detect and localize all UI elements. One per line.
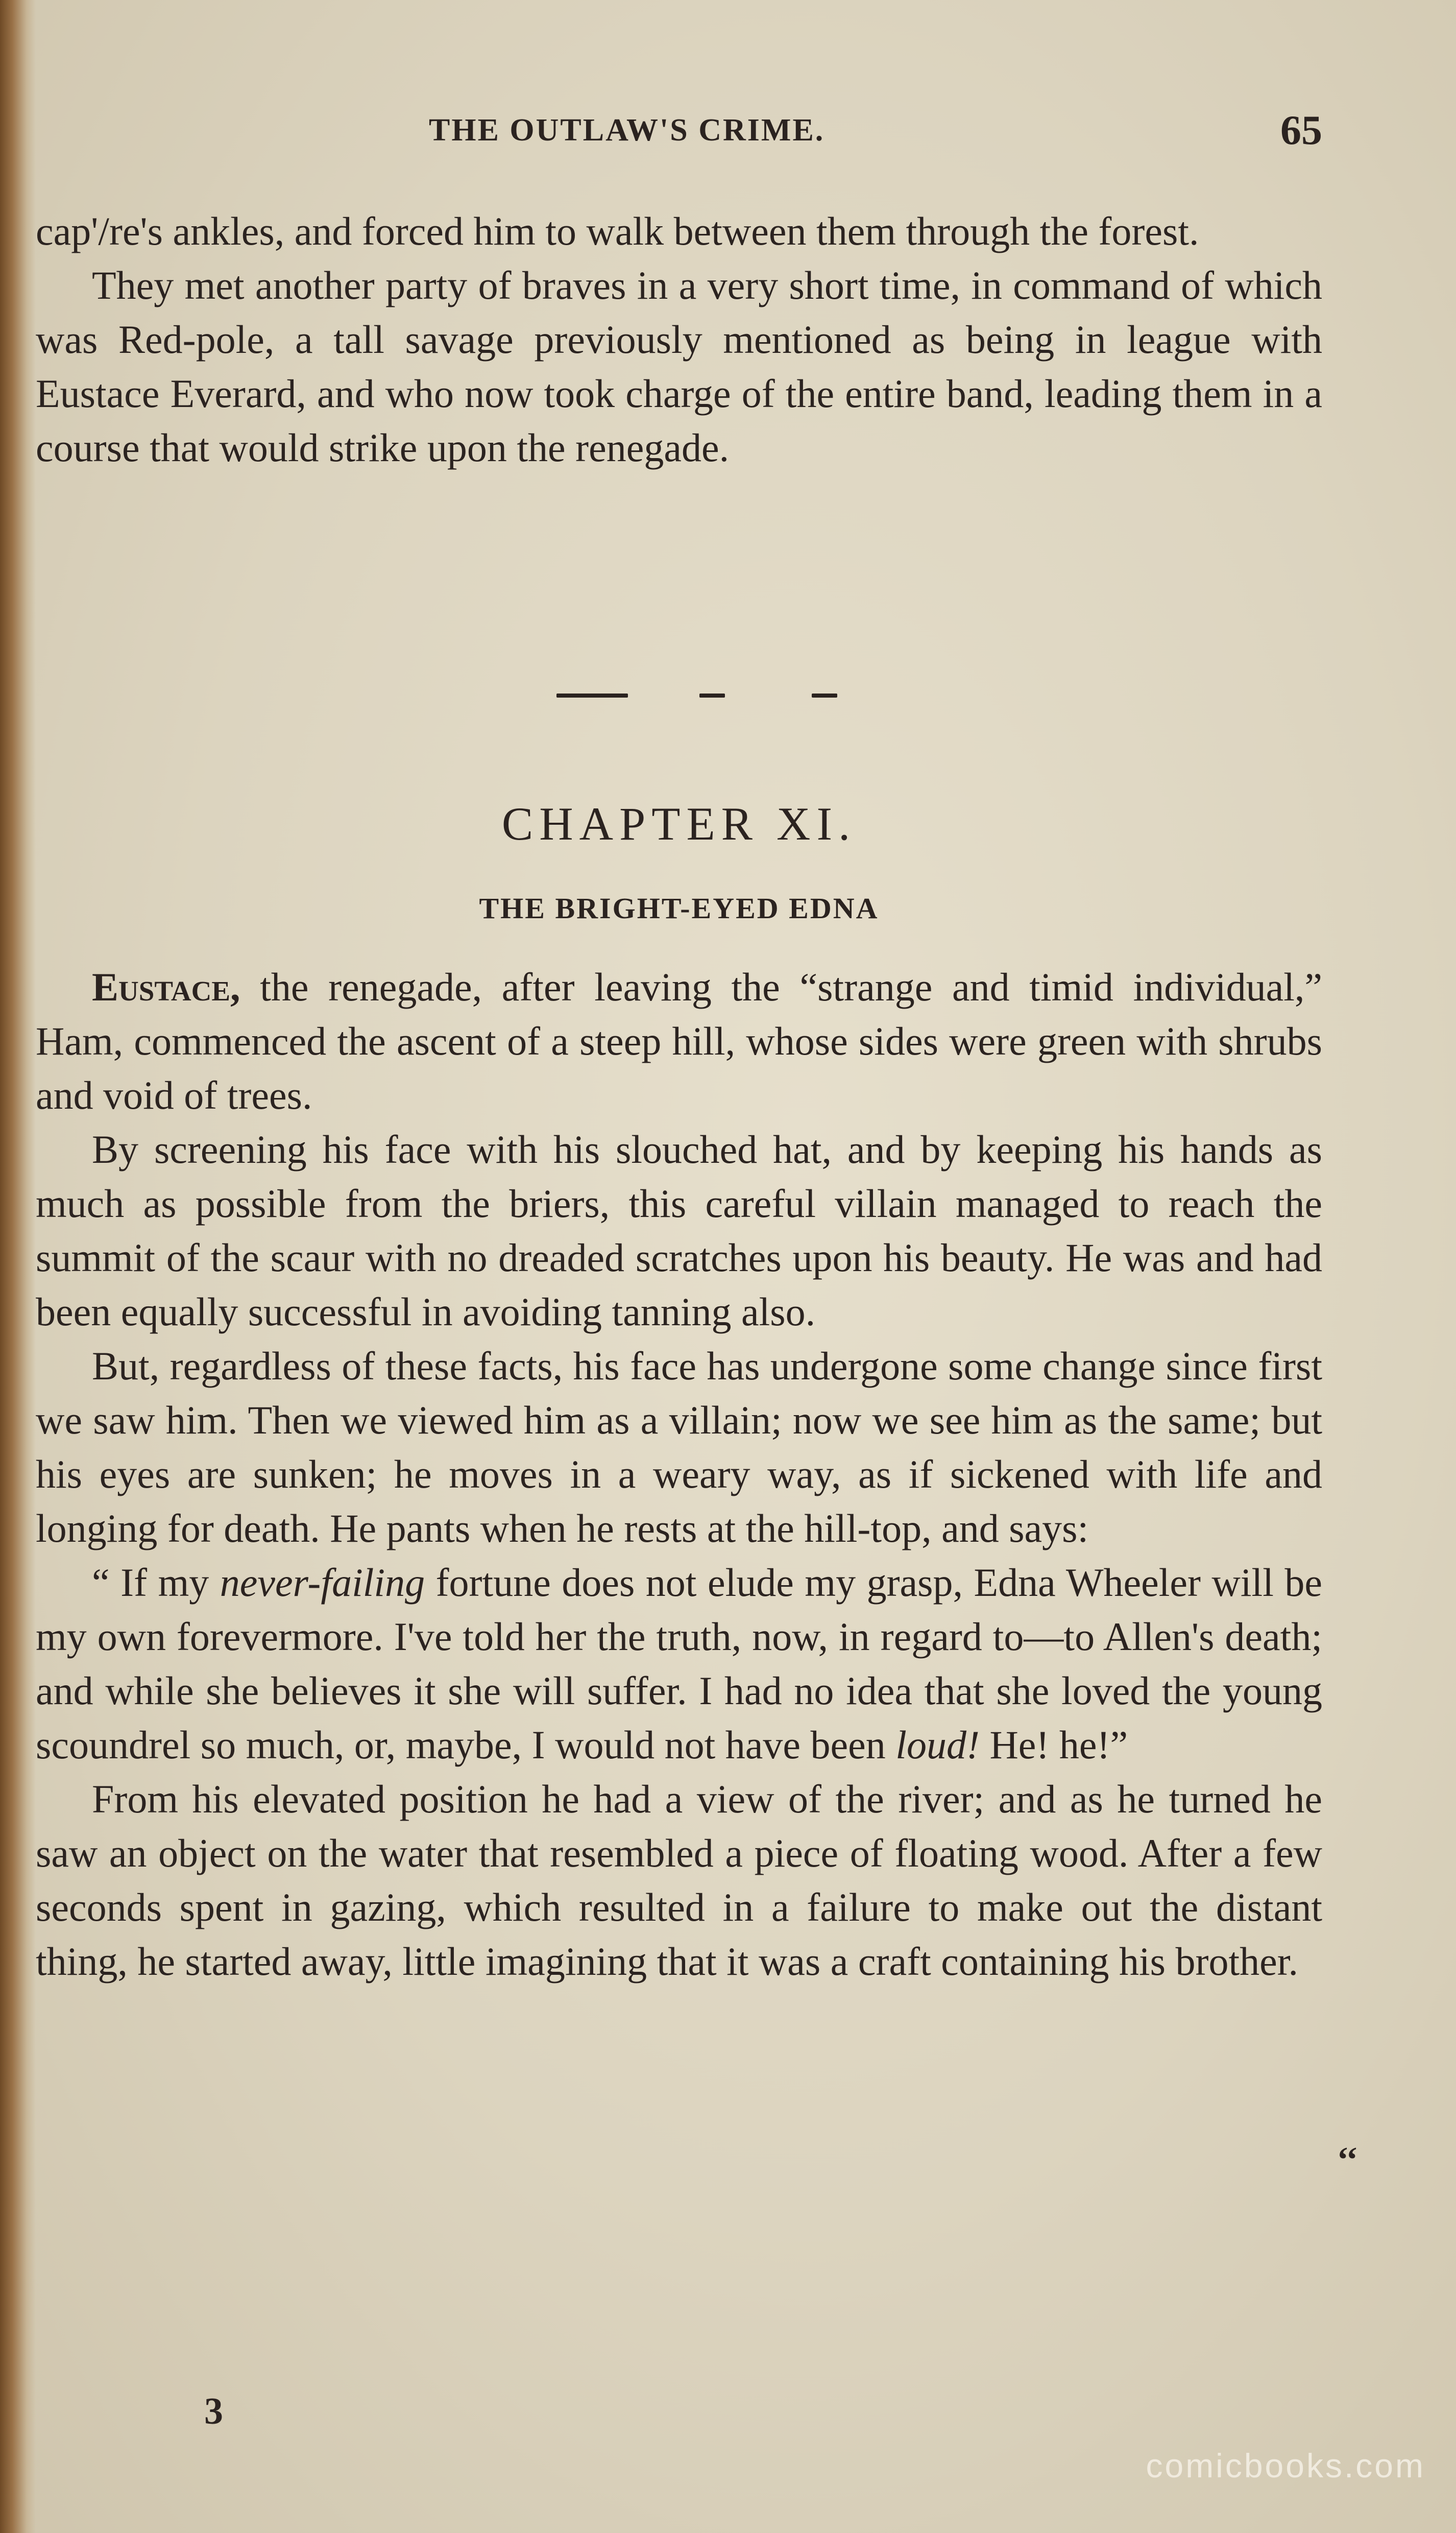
- paragraph-text: the renegade, after leaving the “strange and timid individual,” Ham, commenced the ascent of a steep hill, whose sides were green with shrubs and void of trees.: [36, 965, 1322, 1117]
- quote-text: He! he!”: [979, 1723, 1128, 1767]
- italic-text: loud!: [895, 1723, 980, 1767]
- chapter-text: [36, 960, 1322, 1989]
- chapter-subtitle: THE BRIGHT-EYED EDNA: [479, 892, 879, 925]
- section-divider: [556, 684, 842, 705]
- binding-gutter: [0, 0, 36, 2533]
- page-number: 65: [1280, 107, 1322, 153]
- divider-dash: [812, 694, 837, 698]
- quote-text: fortune does not elude my grasp, Edna Wheeler will be my own forevermore. I've told her the truth, now, in regard to—to Allen's death; and while she believes it she will suffer. I had no idea that she loved the young scoundrel so much, or, maybe, I would not have been: [36, 1560, 1322, 1767]
- watermark: comicbooks.com: [1146, 2447, 1425, 2484]
- paragraph: From his elevated position he had a view of the river; and as he turned he saw an object on the water that resembled a piece of floating wood. After a few seconds spent in gazing, which resulted in a failure to make out the distant thing, he started away, little imagining that it was a craft containing his brother.: [36, 1777, 1322, 1984]
- paragraph: By screening his face with his slouched hat, and by keeping his hands as much as possible from the briers, this careful villain managed to reach the summit of the scaur with no dreaded scratches upon his beauty. He was and had been equally successful in avoiding tanning also.: [36, 1127, 1322, 1334]
- stray-print-mark: ‘‘: [1337, 2140, 1358, 2180]
- running-head: [36, 102, 1322, 163]
- chapter-heading: CHAPTER XI.: [501, 798, 857, 850]
- paragraph: cap'/re's ankles, and forced him to walk between them through the forest.: [36, 209, 1199, 253]
- quote-text: “ If my: [92, 1560, 220, 1605]
- italic-text: never-failing: [220, 1560, 425, 1605]
- paragraph: [36, 1556, 1322, 1772]
- divider-dash: [699, 694, 725, 698]
- lead-word: Eustace,: [92, 965, 240, 1009]
- divider-dash: [556, 694, 628, 698]
- paragraph: [36, 960, 1322, 1122]
- paragraph: But, regardless of these facts, his face has undergone some change since first we saw him. Then we viewed him as a villain; now we see him as the same; but his eyes are sunken; he moves in a weary way, as if sickened with life and longing for death. He pants when he rests at the hill-top, and says:: [36, 1344, 1322, 1550]
- paragraph: They met another party of braves in a very short time, in command of which was Red-pole, a tall savage previously mentioned as being in league with Eustace Everard, and who now took charge of the entire band, leading them in a course that would strike upon the renegade.: [36, 263, 1322, 470]
- continued-text: [36, 204, 1322, 475]
- signature-mark: 3: [204, 2391, 223, 2432]
- book-page: [36, 0, 1414, 2533]
- running-title: THE OUTLAW'S CRIME.: [429, 113, 825, 148]
